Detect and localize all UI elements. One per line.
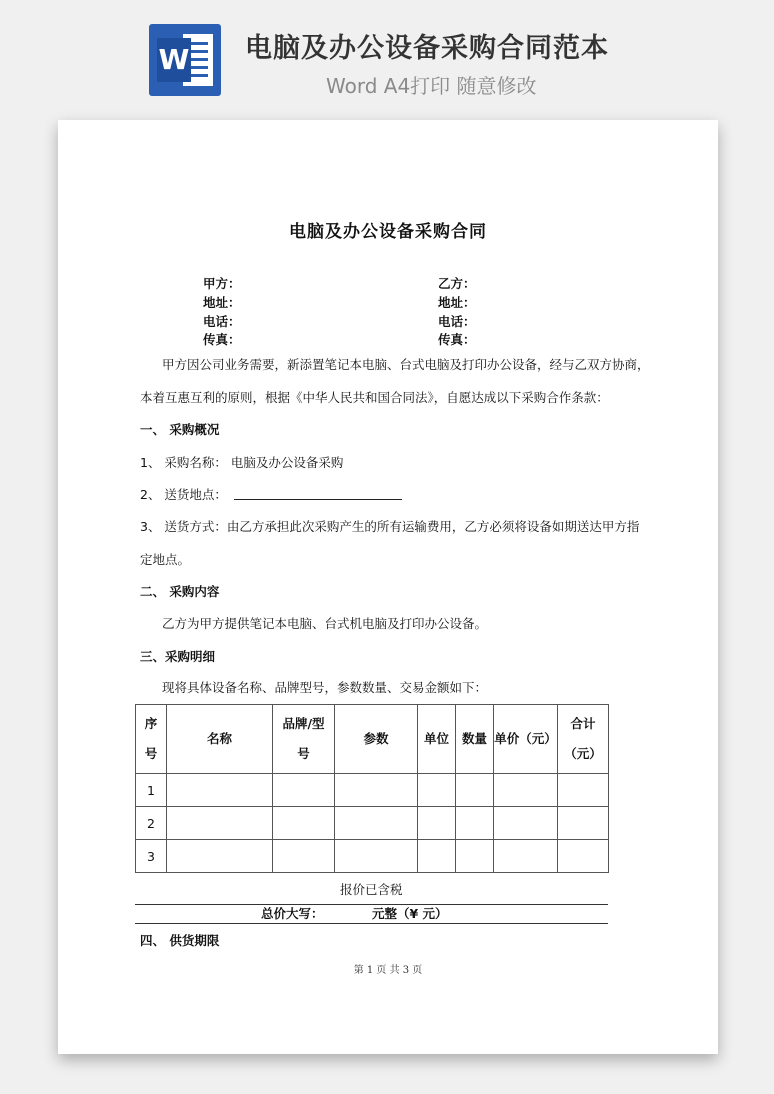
row-index: 3 <box>136 840 167 873</box>
watermark <box>91 417 124 452</box>
header-quantity: 数量 <box>456 705 494 774</box>
document-title: 电脑及办公设备采购合同 <box>289 222 487 242</box>
party-b-address-label: 地址： <box>438 295 476 310</box>
row-index: 1 <box>136 774 167 807</box>
intro-line-1: 甲方因公司业务需要，新添置笔记本电脑、台式电脑及打印办公设备，经与乙双方协商， <box>162 357 650 372</box>
table-row <box>136 807 609 840</box>
header-brand-model: 品牌/型 号 <box>273 705 335 774</box>
table-row <box>136 774 609 807</box>
intro-line-2: 本着互惠互利的原则，根据《中华人民共和国合同法》，自愿达成以下采购合作条款： <box>140 390 609 405</box>
delivery-address-blank <box>234 499 402 500</box>
total-value: 元整（¥ 元） <box>372 906 448 921</box>
party-a-label: 甲方： <box>203 276 241 291</box>
item-3-line-1: 3、 送货方式：由乙方承担此次采购产生的所有运输费用，乙方必须将设备如期送达甲方指 <box>140 519 640 534</box>
table-header-row <box>136 705 609 774</box>
tax-note: 报价已含税 <box>340 882 403 897</box>
section-1-heading: 一、 采购概况 <box>140 422 220 437</box>
section-3-heading: 三、采购明细 <box>140 649 216 664</box>
header-unit: 单位 <box>418 705 456 774</box>
row-index: 2 <box>136 807 167 840</box>
header-parameters: 参数 <box>335 705 418 774</box>
total-top-rule <box>135 904 608 905</box>
section-2-heading: 二、 采购内容 <box>140 584 220 599</box>
party-b-label: 乙方： <box>438 276 476 291</box>
table-row <box>136 840 609 873</box>
party-a-address-label: 地址： <box>203 295 241 310</box>
item-2: 2、 送货地点： <box>140 487 227 502</box>
document-page <box>58 120 718 1054</box>
section-3-text: 现将具体设备名称、品牌型号，参数数量、交易金额如下： <box>162 680 488 695</box>
word-icon-letter: W <box>157 38 191 82</box>
party-b-phone-label: 电话： <box>438 314 476 329</box>
party-b-fax-label: 传真： <box>438 332 476 347</box>
party-a-fax-label: 传真： <box>203 332 241 347</box>
header-name: 名称 <box>167 705 273 774</box>
total-label: 总价大写： <box>261 906 324 921</box>
template-banner <box>0 0 774 110</box>
item-1: 1、 采购名称： 电脑及办公设备采购 <box>140 455 344 470</box>
banner-title: 电脑及办公设备采购合同范本 <box>245 33 609 64</box>
header-index: 序 号 <box>136 705 167 774</box>
section-2-text: 乙方为甲方提供笔记本电脑、台式机电脑及打印办公设备。 <box>162 616 488 631</box>
word-icon <box>149 24 221 96</box>
total-bottom-rule <box>135 923 608 924</box>
header-unit-price: 单价（元） <box>494 705 558 774</box>
banner-subtitle: Word A4打印 随意修改 <box>326 74 537 98</box>
procurement-table <box>135 704 609 873</box>
section-4-heading: 四、 供货期限 <box>140 933 220 948</box>
header-total: 合计 （元） <box>558 705 609 774</box>
party-a-phone-label: 电话： <box>203 314 241 329</box>
page-footer: 第 1 页 共 3 页 <box>353 965 423 976</box>
item-3-line-2: 定地点。 <box>140 552 191 567</box>
